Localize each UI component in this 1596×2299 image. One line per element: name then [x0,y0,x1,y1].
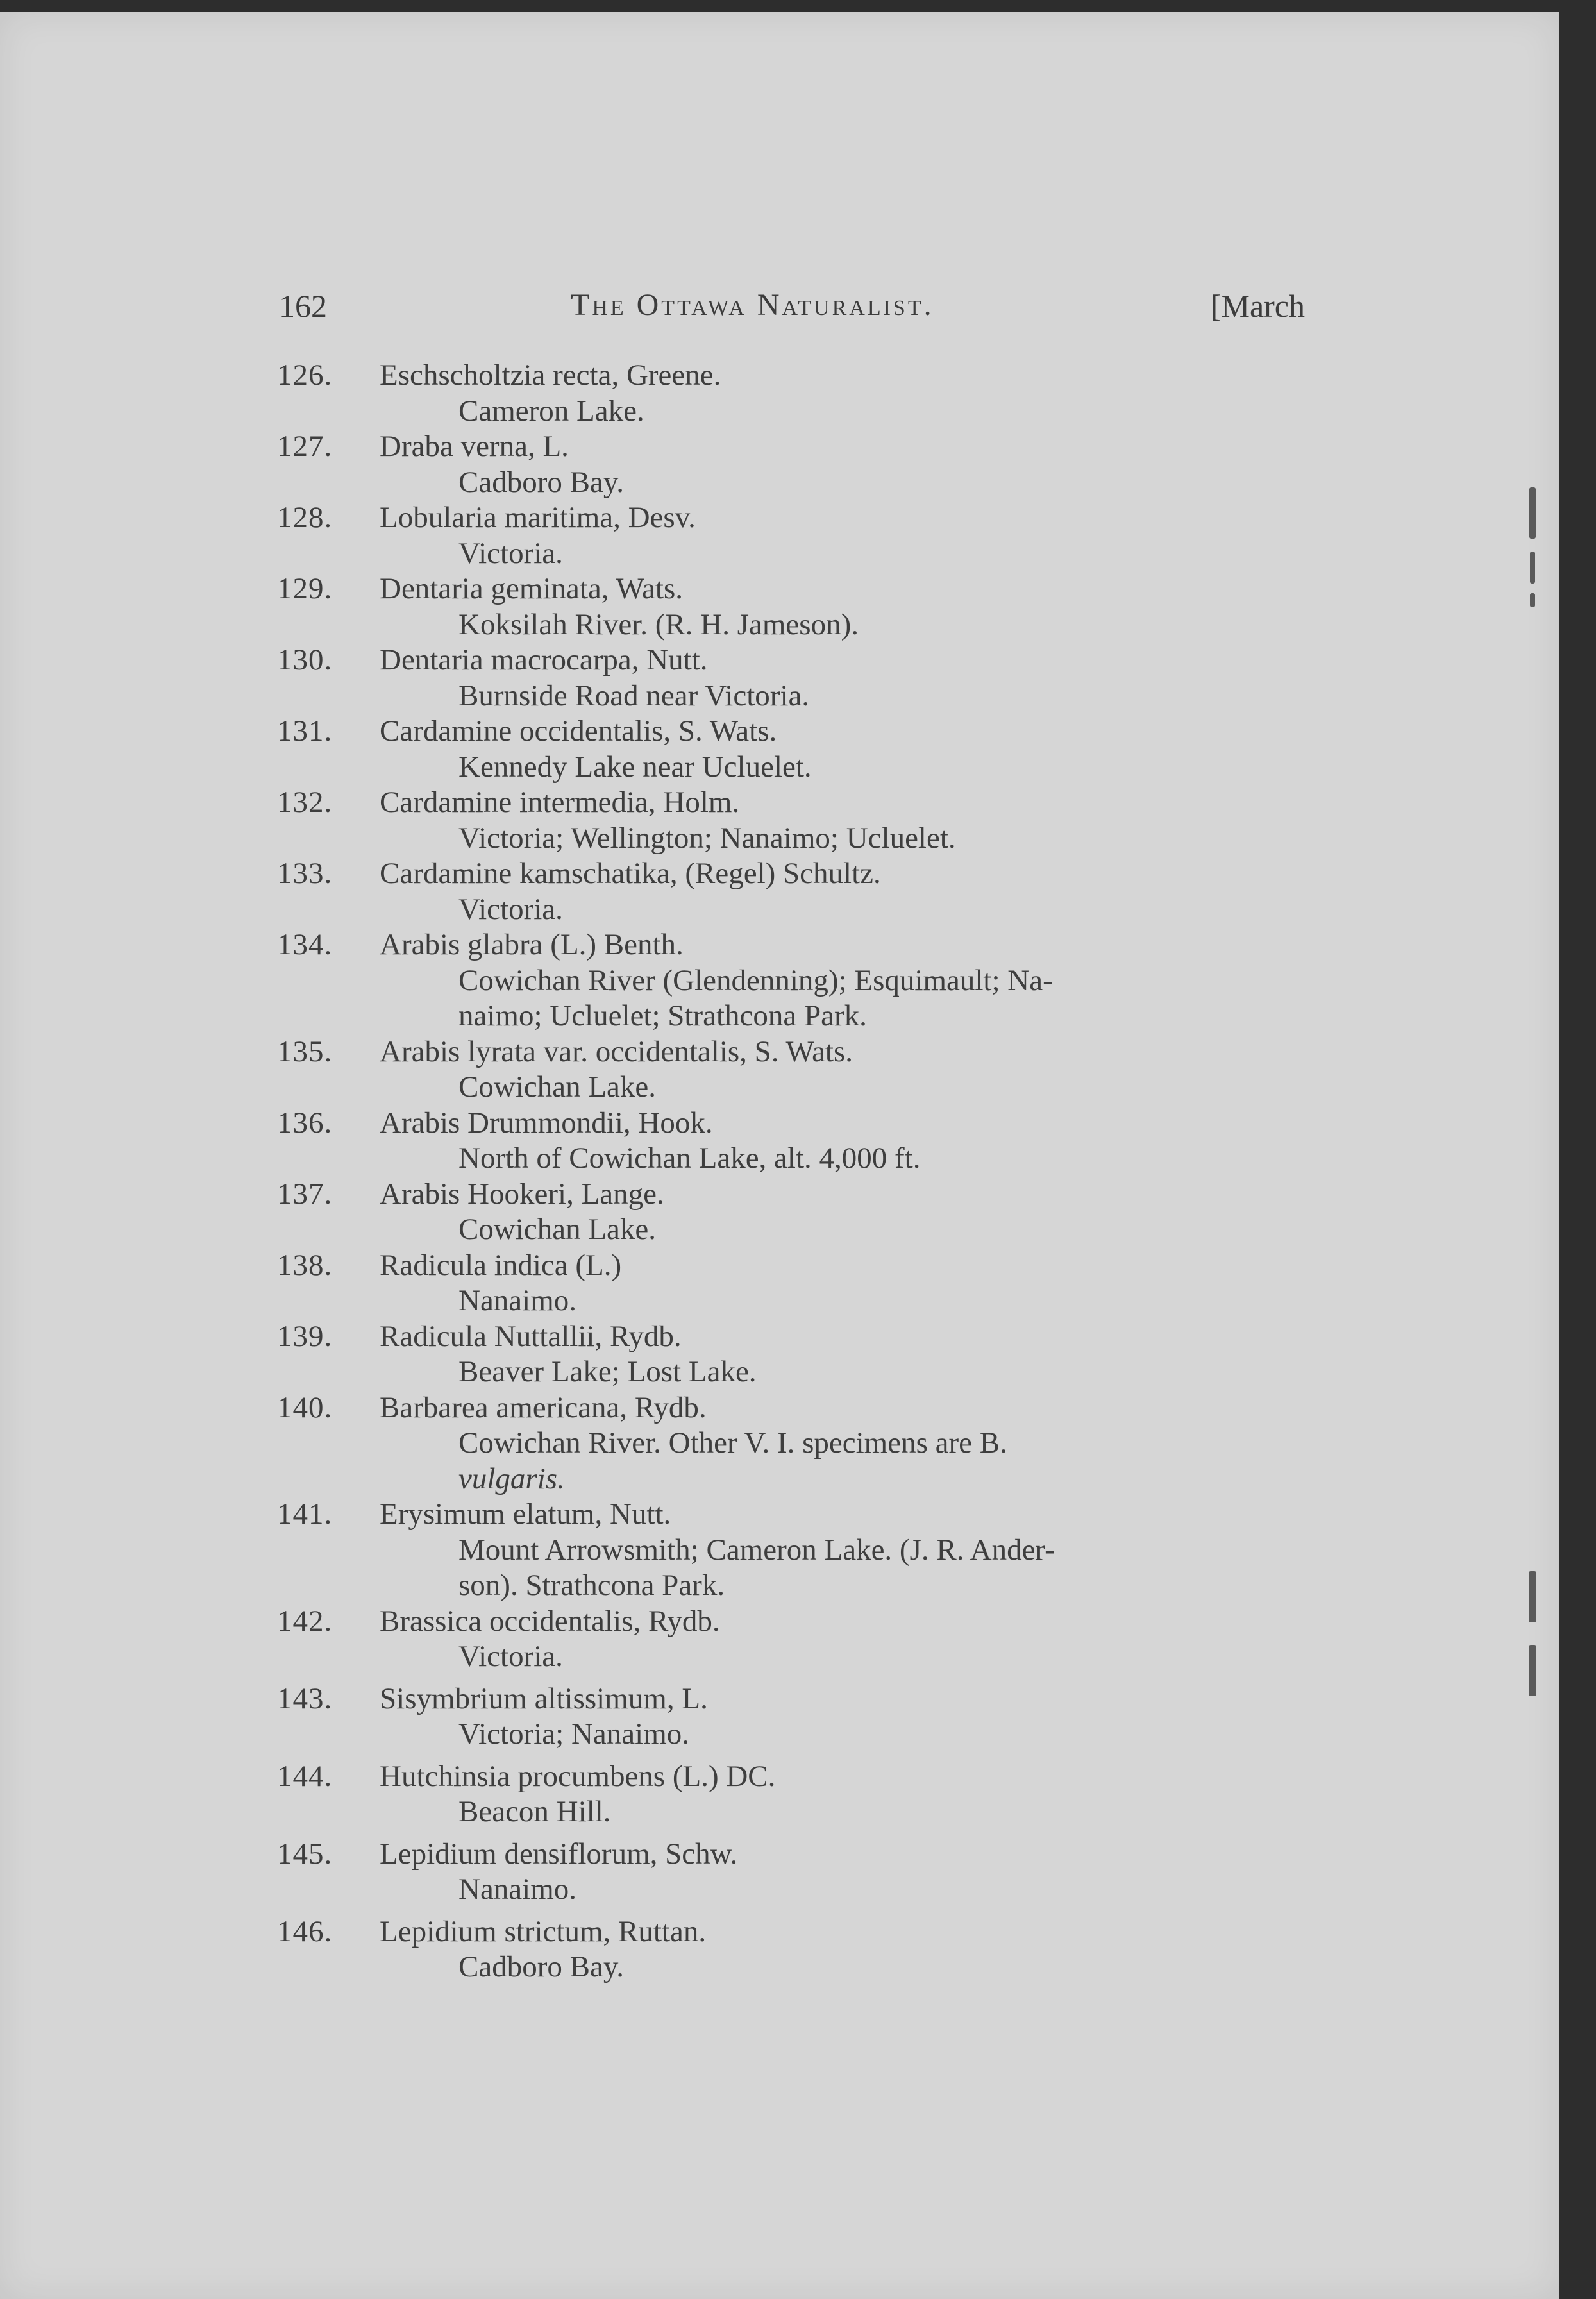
entry-number: 129. [277,572,333,605]
list-item [269,1177,1308,1248]
species-name: Lepidium densiflorum, Schw. [380,1837,738,1871]
list-item [269,856,1308,927]
scan-mark [1529,1571,1536,1622]
list-item [269,1034,1308,1106]
species-locality: Koksilah River. (R. H. Jameson). [458,607,859,641]
species-name: Arabis lyrata var. occidentalis, S. Wats. [380,1034,853,1068]
species-locality: Cowichan River (Glendenning); Esquimault; Na- [458,963,1053,997]
species-locality: Victoria; Nanaimo. [458,1717,690,1751]
species-locality: Cadboro Bay. [458,465,625,499]
scan-right-border [1559,0,1596,2299]
entry-number: 144. [277,1759,333,1793]
species-locality: Beacon Hill. [458,1795,611,1828]
species-name: Cardamine occidentalis, S. Wats. [380,714,777,748]
list-item [269,1914,1308,1985]
list-item [269,1248,1308,1319]
entry-number: 140. [277,1390,333,1424]
issue-month: [March [1210,288,1305,324]
entry-number: 143. [277,1681,333,1715]
species-name: Cardamine kamschatika, (Regel) Schultz. [380,857,881,890]
journal-title: The Ottawa Naturalist. [571,288,934,322]
species-locality: Victoria. [458,1640,563,1673]
species-name: Sisymbrium altissimum, L. [380,1681,708,1715]
list-item [269,714,1308,785]
entry-number: 132. [277,786,333,819]
list-item [269,1759,1308,1830]
entry-number: 138. [277,1248,333,1282]
list-item [269,927,1308,1034]
species-name: Cardamine intermedia, Holm. [380,786,740,819]
list-item [269,785,1308,856]
species-locality: Burnside Road near Victoria. [458,678,810,712]
list-item [269,1319,1308,1390]
species-name: Lobularia maritima, Desv. [380,501,696,534]
species-locality: Victoria; Wellington; Nanaimo; Ucluelet. [458,821,956,855]
species-name: Hutchinsia procumbens (L.) DC. [380,1759,776,1793]
entry-number: 128. [277,501,333,534]
species-list [269,358,1308,1985]
species-locality: Mount Arrowsmith; Cameron Lake. (J. R. Ander- [458,1533,1055,1567]
entry-number: 146. [277,1914,333,1948]
entry-number: 131. [277,714,333,748]
species-locality: Nanaimo. [458,1873,577,1906]
species-locality: North of Cowichan Lake, alt. 4,000 ft. [458,1141,921,1175]
entry-number: 137. [277,1177,333,1211]
page-header [279,287,1305,332]
species-locality: Beaver Lake; Lost Lake. [458,1355,757,1388]
list-item [269,429,1308,500]
entry-number: 136. [277,1106,333,1140]
species-locality: Cameron Lake. [458,394,644,428]
species-locality-continued: vulgaris. [458,1461,565,1495]
scan-mark [1530,552,1535,584]
species-locality: Kennedy Lake near Ucluelet. [458,750,812,784]
list-item [269,643,1308,714]
entry-number: 130. [277,643,333,677]
entry-number: 141. [277,1497,333,1531]
species-name: Lepidium strictum, Ruttan. [380,1914,707,1948]
entry-number: 145. [277,1837,333,1871]
list-item [269,500,1308,571]
species-name: Radicula Nuttallii, Rydb. [380,1319,682,1353]
list-item [269,571,1308,643]
entry-number: 134. [277,928,333,961]
species-name: Draba verna, L. [380,430,569,463]
scan-mark [1529,1645,1536,1696]
species-name: Erysimum elatum, Nutt. [380,1497,671,1531]
scan-mark [1529,487,1536,539]
list-item [269,1604,1308,1675]
species-name: Arabis Drummondii, Hook. [380,1106,713,1140]
species-locality: Cowichan River. Other V. I. specimens are B. [458,1426,1007,1460]
list-item [269,1390,1308,1497]
species-locality: Cowichan Lake. [458,1213,657,1246]
species-name: Brassica occidentalis, Rydb. [380,1604,720,1638]
entry-number: 135. [277,1034,333,1068]
species-locality: Victoria. [458,892,563,926]
species-name: Barbarea americana, Rydb. [380,1390,707,1424]
scan-top-border [0,0,1596,12]
species-locality: Nanaimo. [458,1284,577,1317]
species-name: Dentaria macrocarpa, Nutt. [380,643,708,677]
entry-number: 127. [277,430,333,463]
entry-number: 133. [277,857,333,890]
species-locality: Cadboro Bay. [458,1950,625,1983]
page-number: 162 [279,288,327,324]
species-name: Radicula indica (L.) [380,1248,622,1282]
species-name: Arabis glabra (L.) Benth. [380,928,684,961]
species-name: Eschscholtzia recta, Greene. [380,358,721,392]
list-item [269,1497,1308,1604]
species-locality: Victoria. [458,536,563,570]
species-locality-continued: son). Strathcona Park. [458,1569,725,1602]
species-name: Dentaria geminata, Wats. [380,572,684,605]
species-locality-continued: naimo; Ucluelet; Strathcona Park. [458,999,867,1032]
list-item [269,1106,1308,1177]
entry-number: 142. [277,1604,333,1638]
list-item [269,358,1308,429]
scan-mark [1530,593,1535,607]
species-locality: Cowichan Lake. [458,1070,657,1104]
entry-number: 139. [277,1319,333,1353]
list-item [269,1837,1308,1908]
list-item [269,1681,1308,1753]
entry-number: 126. [277,358,333,392]
species-name: Arabis Hookeri, Lange. [380,1177,664,1211]
